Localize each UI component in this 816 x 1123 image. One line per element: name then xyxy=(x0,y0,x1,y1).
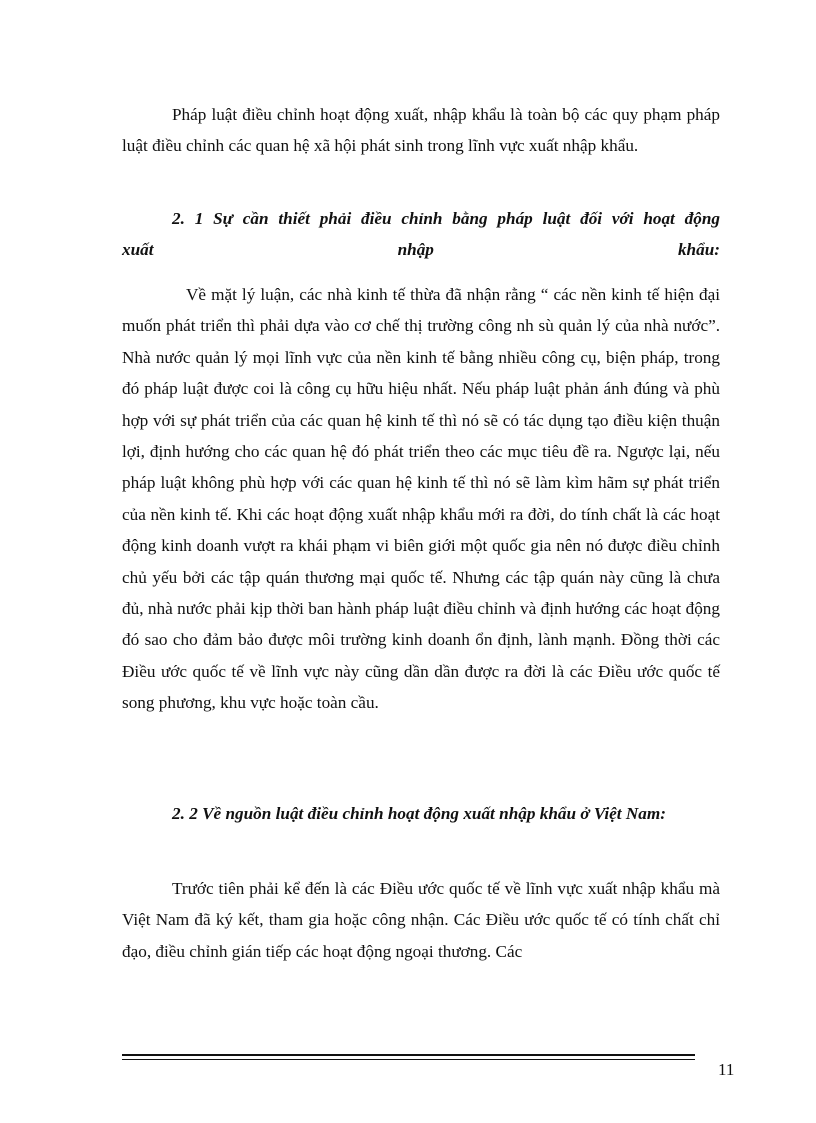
paragraph-2: Về mặt lý luận, các nhà kinh tế thừa đã nhận rằng “ các nền kinh tế hiện đại muốn phát triển thì phải dựa vào cơ chế thị trường công nh sù quản lý của nhà nước”. Nhà nước quản lý mọi lĩnh vực của nền kinh tế bằng nhiều công cụ, biện pháp, trong đó pháp luật được coi là công cụ hữu hiệu nhất. Nếu pháp luật phản ánh đúng và phù hợp với sự phát triển của các quan hệ kinh tế thì nó sẽ có tác dụng tạo điều kiện thuận lợi, định hướng cho các quan hệ đó phát triển theo các mục tiêu đề ra. Ngược lại, nếu pháp luật không phù hợp với các quan hệ kinh tế thì nó sẽ làm kìm hãm sự phát triển của nền kinh tế. Khi các hoạt động xuất nhập khẩu mới ra đời, do tính chất là các hoạt động kinh doanh vượt ra khái phạm vi biên giới một quốc gia nên nó được điều chỉnh chủ yếu bởi các tập quán thương mại quốc tế. Nhưng các tập quán này cũng là chưa đủ, nhà nước phải kịp thời ban hành pháp luật điều chỉnh và định hướng các hoạt động đó sao cho đảm bảo được môi trường kinh doanh ổn định, lành mạnh. Đồng thời các Điều ước quốc tế về lĩnh vực này cũng dần dần được ra đời là các Điều ước quốc tế song phương, khu vực hoặc toàn cầu. xyxy=(122,285,720,713)
paragraph-1: Pháp luật điều chỉnh hoạt động xuất, nhập khẩu là toàn bộ các quy phạm pháp luật điều chỉnh các quan hệ xã hội phát sinh trong lĩnh vực xuất nhập khẩu. xyxy=(122,105,720,156)
page-number: 11 xyxy=(718,1060,735,1079)
paragraph-3-block xyxy=(122,873,720,967)
footer-divider xyxy=(122,1054,695,1060)
heading-1 xyxy=(122,203,720,266)
paragraph-3: Trước tiên phải kể đến là các Điều ước quốc tế về lĩnh vực xuất nhập khẩu mà Việt Nam đã ký kết, tham gia hoặc công nhận. Các Điều ước quốc tế có tính chất chỉ đạo, điều chỉnh gián tiếp các hoạt động ngoại thương. Các xyxy=(122,879,720,961)
heading-2-block xyxy=(122,798,720,829)
heading-1-line-2: xuất nhập khẩu: xyxy=(122,240,720,260)
heading-1-block xyxy=(122,203,720,266)
heading-2: 2. 2 Về nguồn luật điều chỉnh hoạt động xuất nhập khẩu ở Việt Nam: xyxy=(172,804,666,823)
paragraph-1-block xyxy=(122,99,720,162)
heading-1-line-1: 2. 1 Sự cần thiết phải điều chỉnh bằng pháp luật đối với hoạt động xyxy=(172,209,720,228)
paragraph-2-block xyxy=(122,279,720,719)
